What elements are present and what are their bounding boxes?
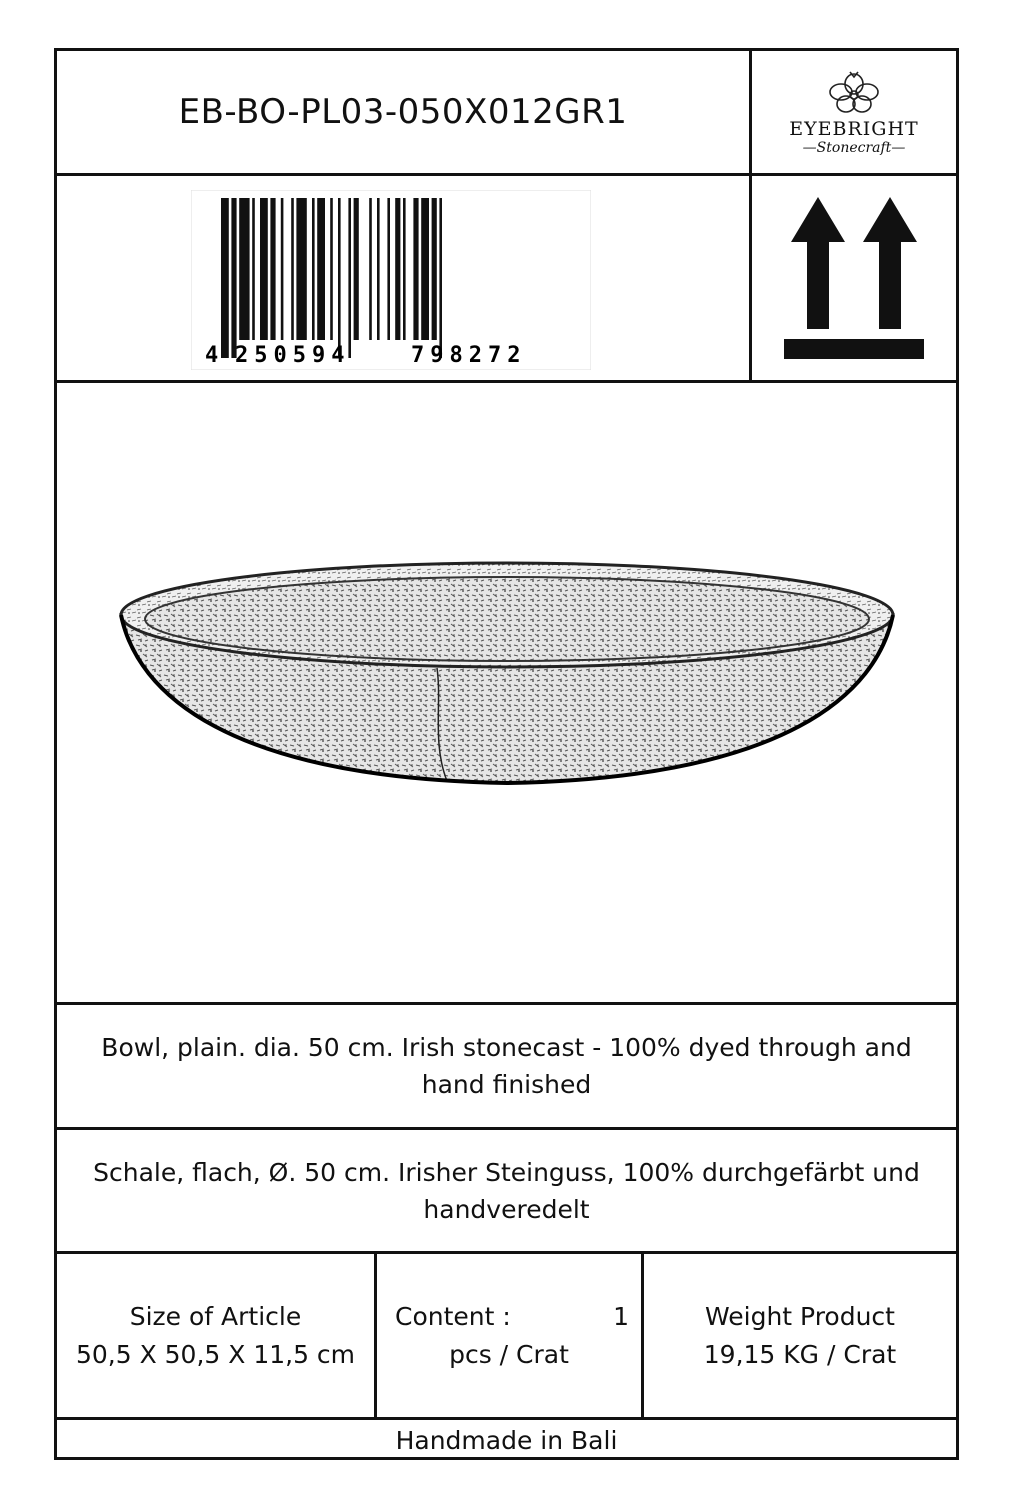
barcode-digits-left: 250594	[235, 343, 351, 368]
barcode-bar	[369, 198, 372, 340]
content-count: 1	[613, 1302, 629, 1331]
barcode-bar	[348, 198, 351, 358]
barcode-bar	[252, 198, 255, 340]
barcode-bar	[354, 198, 359, 340]
barcode	[191, 190, 591, 370]
barcode-cell	[57, 176, 752, 380]
content-unit: pcs / Crat	[449, 1340, 569, 1369]
product-image-row	[57, 383, 956, 1005]
barcode-bar	[296, 198, 306, 340]
barcode-bar	[403, 198, 406, 340]
brand-name: EYEBRIGHT	[789, 118, 919, 140]
barcode-bar	[270, 198, 275, 340]
sku-code: EB-BO-PL03-050X012GR1	[57, 51, 752, 173]
this-way-up-icon	[784, 197, 924, 359]
barcode-bar	[231, 198, 236, 358]
content-label: Content :	[395, 1302, 511, 1331]
weight-label: Weight Product	[705, 1301, 895, 1331]
weight-cell	[644, 1254, 956, 1417]
barcode-bar	[377, 198, 380, 340]
barcode-bar	[239, 198, 249, 340]
barcode-bar	[291, 198, 294, 340]
barcode-bar	[413, 198, 418, 340]
size-label: Size of Article	[129, 1301, 302, 1331]
brand-logo	[752, 51, 956, 173]
barcode-bar	[439, 198, 442, 358]
description-english: Bowl, plain. dia. 50 cm. Irish stonecast - 100% dyed through and hand finished	[57, 1005, 956, 1130]
weight-value: 19,15 KG / Crat	[703, 1339, 897, 1369]
tagline-dash-right: —	[891, 140, 906, 156]
barcode-bar	[281, 198, 284, 340]
barcode-bar	[221, 198, 229, 358]
size-cell	[57, 1254, 377, 1417]
barcode-bar	[317, 198, 325, 340]
barcode-bar	[421, 198, 429, 340]
tagline-dash-left: —	[802, 140, 817, 156]
flower-icon	[819, 68, 889, 118]
description-german: Schale, flach, Ø. 50 cm. Irisher Steinguss, 100% durchgefärbt und handveredelt	[57, 1130, 956, 1254]
barcode-digits-right: 798272	[411, 343, 527, 368]
barcode-bar	[432, 198, 437, 340]
product-label	[54, 48, 959, 1460]
barcode-bar	[260, 198, 268, 340]
barcode-bar	[395, 198, 400, 340]
specs-row	[57, 1254, 956, 1420]
stone-bowl-image	[107, 543, 907, 843]
barcode-bar	[312, 198, 315, 340]
barcode-digit-first: 4	[205, 343, 223, 368]
barcode-bar	[338, 198, 341, 358]
brand-tagline	[803, 140, 906, 156]
size-value: 50,5 X 50,5 X 11,5 cm	[75, 1339, 356, 1369]
barcode-row	[57, 176, 956, 383]
barcode-bar	[330, 198, 333, 340]
header-row	[57, 51, 956, 176]
orientation-cell	[752, 176, 956, 380]
content-cell	[377, 1254, 644, 1417]
brand-tagline-text: Stonecraft	[816, 140, 892, 156]
barcode-bar	[387, 198, 390, 340]
origin-footer: Handmade in Bali	[395, 1425, 618, 1455]
